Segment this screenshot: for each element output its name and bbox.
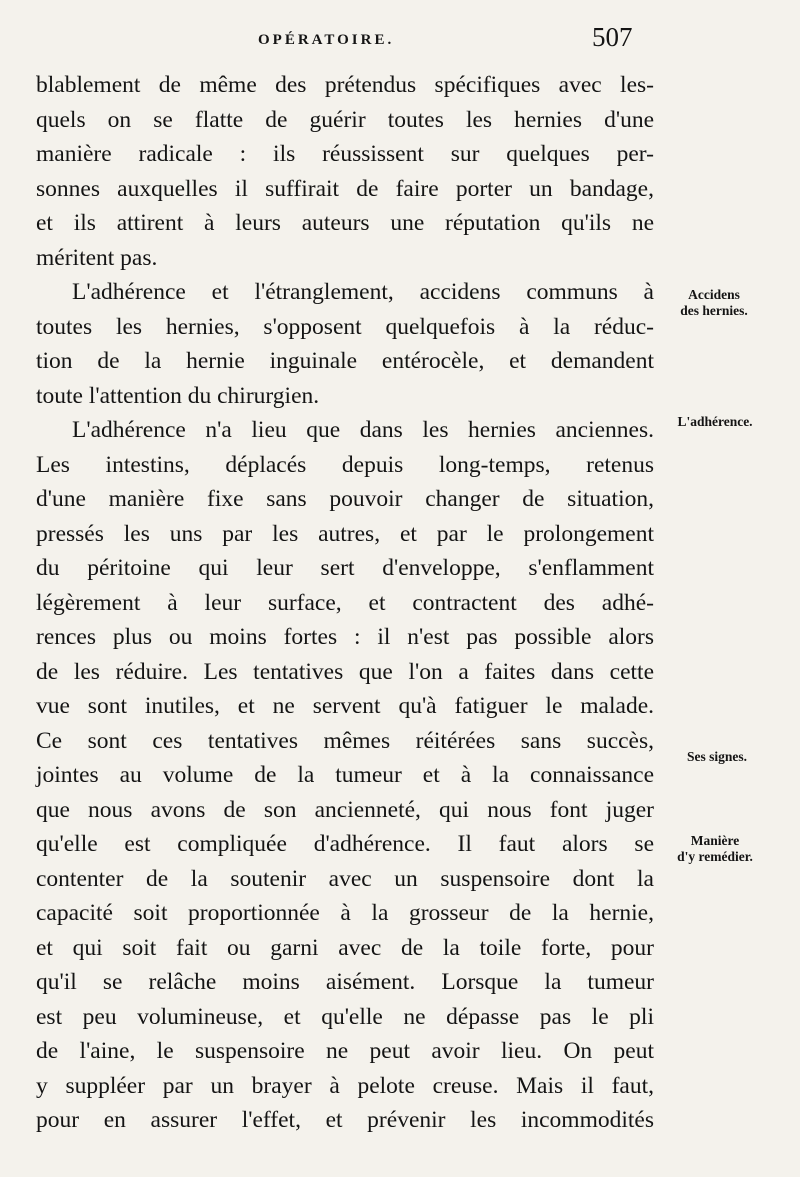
text-line: L'adhérence et l'étranglement, accidens communs à (72, 279, 654, 305)
margin-note-accidens (662, 287, 766, 319)
text-line: L'adhérence n'a lieu que dans les hernies anciennes. (72, 417, 654, 443)
text-line: tion de la hernie inguinale entérocèle, et demandent (36, 348, 654, 374)
text-line: d'une manière fixe sans pouvoir changer de situation, (36, 486, 654, 512)
text-line: de les réduire. Les tentatives que l'on a faites dans cette (36, 658, 654, 685)
text-line: Ce sont ces tentatives mêmes réitérées sans succès, (36, 727, 654, 754)
text-line: est peu volumineuse, et qu'elle ne dépasse pas le pli (36, 1003, 654, 1030)
text-line: qu'il se relâche moins aisément. Lorsque la tumeur (36, 969, 654, 995)
text-line: Les intestins, déplacés depuis long-temps, retenus (36, 451, 654, 478)
running-head: OPÉRATOIRE. (258, 32, 395, 48)
text-line: manière radicale : ils réussissent sur quelques per- (36, 141, 654, 167)
text-line: capacité soit proportionnée à la grosseur de la hernie, (36, 900, 654, 926)
margin-note-remedier (660, 833, 770, 865)
text-line: vue sont inutiles, et ne servent qu'à fatiguer le malade. (36, 693, 654, 719)
text-line: sonnes auxquelles il suffirait de faire porter un bandage, (36, 175, 654, 202)
text-line: méritent pas. (36, 244, 158, 271)
body-text (36, 68, 654, 1138)
margin-note-signes: Ses signes. (686, 749, 747, 764)
text-line: et ils attirent à leurs auteurs une réputation qu'ils ne (36, 210, 654, 236)
margin-note-line: Manière (690, 833, 740, 848)
margin-note-adherence: L'adhérence. (677, 414, 753, 429)
page-number: 507 (592, 22, 633, 52)
text-line: du péritoine qui leur sert d'enveloppe, s'enflamment (36, 555, 654, 581)
text-line: toutes les hernies, s'opposent quelquefois à la réduc- (36, 313, 654, 340)
text-line: y suppléer par un brayer à pelote creuse. Mais il faut, (36, 1072, 654, 1099)
text-line: toute l'attention du chirurgien. (36, 382, 320, 409)
text-line: quels on se flatte de guérir toutes les hernies d'une (36, 106, 654, 133)
text-line: blablement de même des prétendus spécifiques avec les- (36, 72, 654, 98)
text-line: qu'elle est compliquée d'adhérence. Il faut alors se (36, 831, 654, 857)
text-line: contenter de la soutenir avec un suspensoire dont la (36, 865, 654, 892)
text-line: de l'aine, le suspensoire ne peut avoir lieu. On peut (36, 1038, 654, 1064)
text-line: légèrement à leur surface, et contractent des adhé- (36, 589, 654, 616)
margin-note-line: des hernies. (680, 303, 748, 318)
text-line: et qui soit fait ou garni avec de la toile forte, pour (36, 934, 654, 961)
text-line: pour en assurer l'effet, et prévenir les incommodités (36, 1107, 654, 1133)
text-line: que nous avons de son ancienneté, qui nous font juger (36, 796, 654, 823)
text-line: pressés les uns par les autres, et par le prolongement (36, 520, 654, 547)
margin-note-line: Accidens (688, 287, 740, 302)
text-line: rences plus ou moins fortes : il n'est pas possible alors (36, 624, 654, 650)
margin-note-line: d'y remédier. (677, 849, 753, 864)
text-line: jointes au volume de la tumeur et à la connaissance (36, 762, 654, 788)
